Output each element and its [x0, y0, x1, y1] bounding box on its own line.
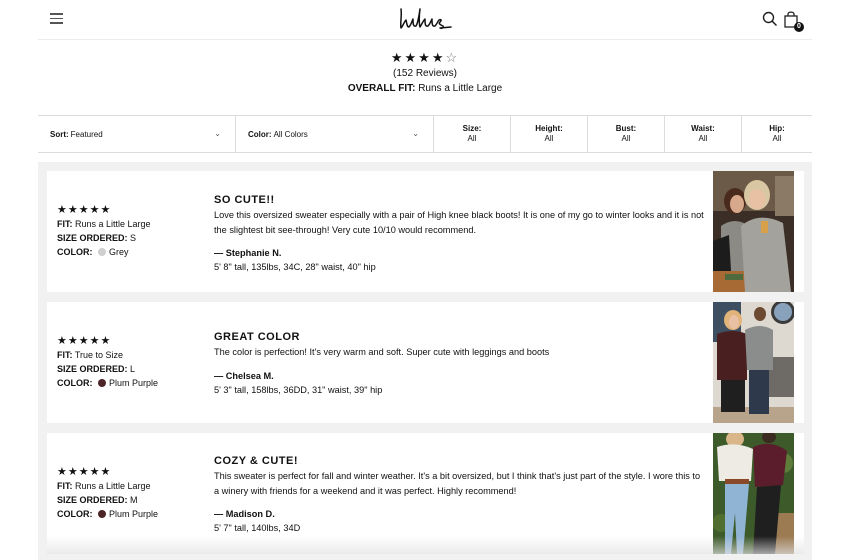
sort-label: Sort: — [50, 129, 69, 139]
bottom-fade-shadow — [47, 536, 804, 554]
review-title: GREAT COLOR — [214, 331, 300, 343]
fit-value: Runs a Little Large — [75, 219, 151, 229]
reviewer-measurements: 5' 8" tall, 135lbs, 34C, 28" waist, 40" hip — [214, 262, 376, 273]
color-value: Plum Purple — [109, 509, 159, 519]
review-author: — Stephanie N. — [214, 247, 282, 258]
color-label: Color: — [248, 129, 272, 139]
hip-filter[interactable] — [742, 116, 812, 152]
fit-value: Runs a Little Large — [75, 481, 151, 491]
review-meta — [57, 335, 158, 390]
review-text: The color is perfection! It's very warm and soft. Super cute with leggings and boots — [214, 347, 550, 358]
review-stars: ★★★★★ — [57, 466, 112, 478]
sort-dropdown[interactable] — [38, 116, 236, 152]
review-body — [214, 193, 704, 274]
hip-filter-label: Hip: — [769, 124, 785, 133]
review-stars: ★★★★★ — [57, 204, 112, 216]
size-ordered-label: SIZE ORDERED: — [57, 233, 128, 243]
lulus-logo[interactable] — [397, 6, 453, 32]
cart-count-badge: 0 — [794, 22, 804, 32]
size-ordered-label: SIZE ORDERED: — [57, 495, 128, 505]
review-title: SO CUTE!! — [214, 194, 275, 206]
review-text: This sweater is perfect for fall and winter weather. It's a bit oversized, but I think that's just part of the style. I wore this to a winery with friends for a weekend and it was perfect. Highly recommend! — [214, 471, 701, 496]
size-filter-label: Size: — [462, 124, 482, 133]
color-value: Grey — [109, 247, 129, 257]
review-meta — [57, 204, 151, 259]
review-author: — Chelsea M. — [214, 370, 274, 381]
reviewer-measurements: 5' 3" tall, 158lbs, 36DD, 31" waist, 39" hip — [214, 384, 383, 395]
review-title: COZY & CUTE! — [214, 455, 299, 467]
bust-filter-label: Bust: — [615, 124, 637, 133]
rating-summary — [0, 50, 850, 95]
size-filter-value: All — [467, 134, 477, 143]
average-rating-stars — [0, 50, 850, 65]
review-stars: ★★★★★ — [57, 335, 112, 347]
review-card — [47, 171, 804, 292]
color-label: COLOR: — [57, 378, 93, 388]
color-swatch — [98, 379, 106, 387]
height-filter-value: All — [544, 134, 554, 143]
overall-fit — [0, 83, 850, 95]
fit-label: FIT: — [57, 219, 73, 229]
review-body — [214, 330, 704, 397]
hamburger-icon[interactable] — [50, 13, 63, 24]
color-dropdown[interactable] — [236, 116, 434, 152]
customer-photo[interactable] — [713, 171, 794, 292]
empty-star: ☆ — [445, 50, 460, 65]
shopping-bag-button[interactable] — [782, 10, 802, 30]
review-text: Love this oversized sweater especially with a pair of High knee black boots! It is one of my go to winter looks and it is not the slightest bit see-through! Very cute 10/10 would recommend. — [214, 210, 704, 235]
height-filter-label: Height: — [535, 124, 563, 133]
fit-label: FIT: — [57, 481, 73, 491]
customer-photo[interactable] — [713, 302, 794, 423]
color-swatch — [98, 248, 106, 256]
color-value: Plum Purple — [109, 378, 159, 388]
color-label: COLOR: — [57, 509, 93, 519]
size-ordered-value: L — [130, 364, 136, 374]
customer-photo[interactable] — [713, 433, 794, 554]
top-navigation-bar — [38, 0, 812, 40]
search-icon[interactable] — [762, 11, 778, 27]
size-ordered-label: SIZE ORDERED: — [57, 364, 128, 374]
bust-filter[interactable] — [588, 116, 665, 152]
overall-fit-value: Runs a Little Large — [418, 83, 503, 94]
color-label: COLOR: — [57, 247, 93, 257]
review-author: — Madison D. — [214, 508, 275, 519]
review-list — [38, 162, 812, 560]
color-value: All Colors — [273, 129, 308, 139]
waist-filter[interactable] — [665, 116, 742, 152]
fit-label: FIT: — [57, 350, 73, 360]
color-swatch — [98, 510, 106, 518]
overall-fit-label: OVERALL FIT: — [347, 83, 416, 94]
filled-stars: ★★★★ — [390, 50, 446, 65]
waist-filter-value: All — [698, 134, 708, 143]
waist-filter-label: Waist: — [691, 124, 715, 133]
size-ordered-value: S — [130, 233, 137, 243]
height-filter[interactable] — [511, 116, 588, 152]
review-count[interactable]: (152 Reviews) — [393, 68, 457, 79]
review-filters-bar — [38, 115, 812, 153]
reviewer-measurements: 5' 7" tall, 140lbs, 34D — [214, 523, 301, 534]
sort-value: Featured — [70, 129, 103, 139]
size-filter[interactable] — [434, 116, 511, 152]
fit-value: True to Size — [74, 350, 124, 360]
review-body — [214, 454, 704, 535]
bust-filter-value: All — [621, 134, 631, 143]
hip-filter-value: All — [772, 134, 782, 143]
size-ordered-value: M — [130, 495, 138, 505]
review-meta — [57, 466, 158, 521]
review-card — [47, 302, 804, 423]
review-card — [47, 433, 804, 554]
chevron-down-icon: ⌄ — [214, 129, 221, 138]
chevron-down-icon: ⌄ — [412, 129, 419, 138]
